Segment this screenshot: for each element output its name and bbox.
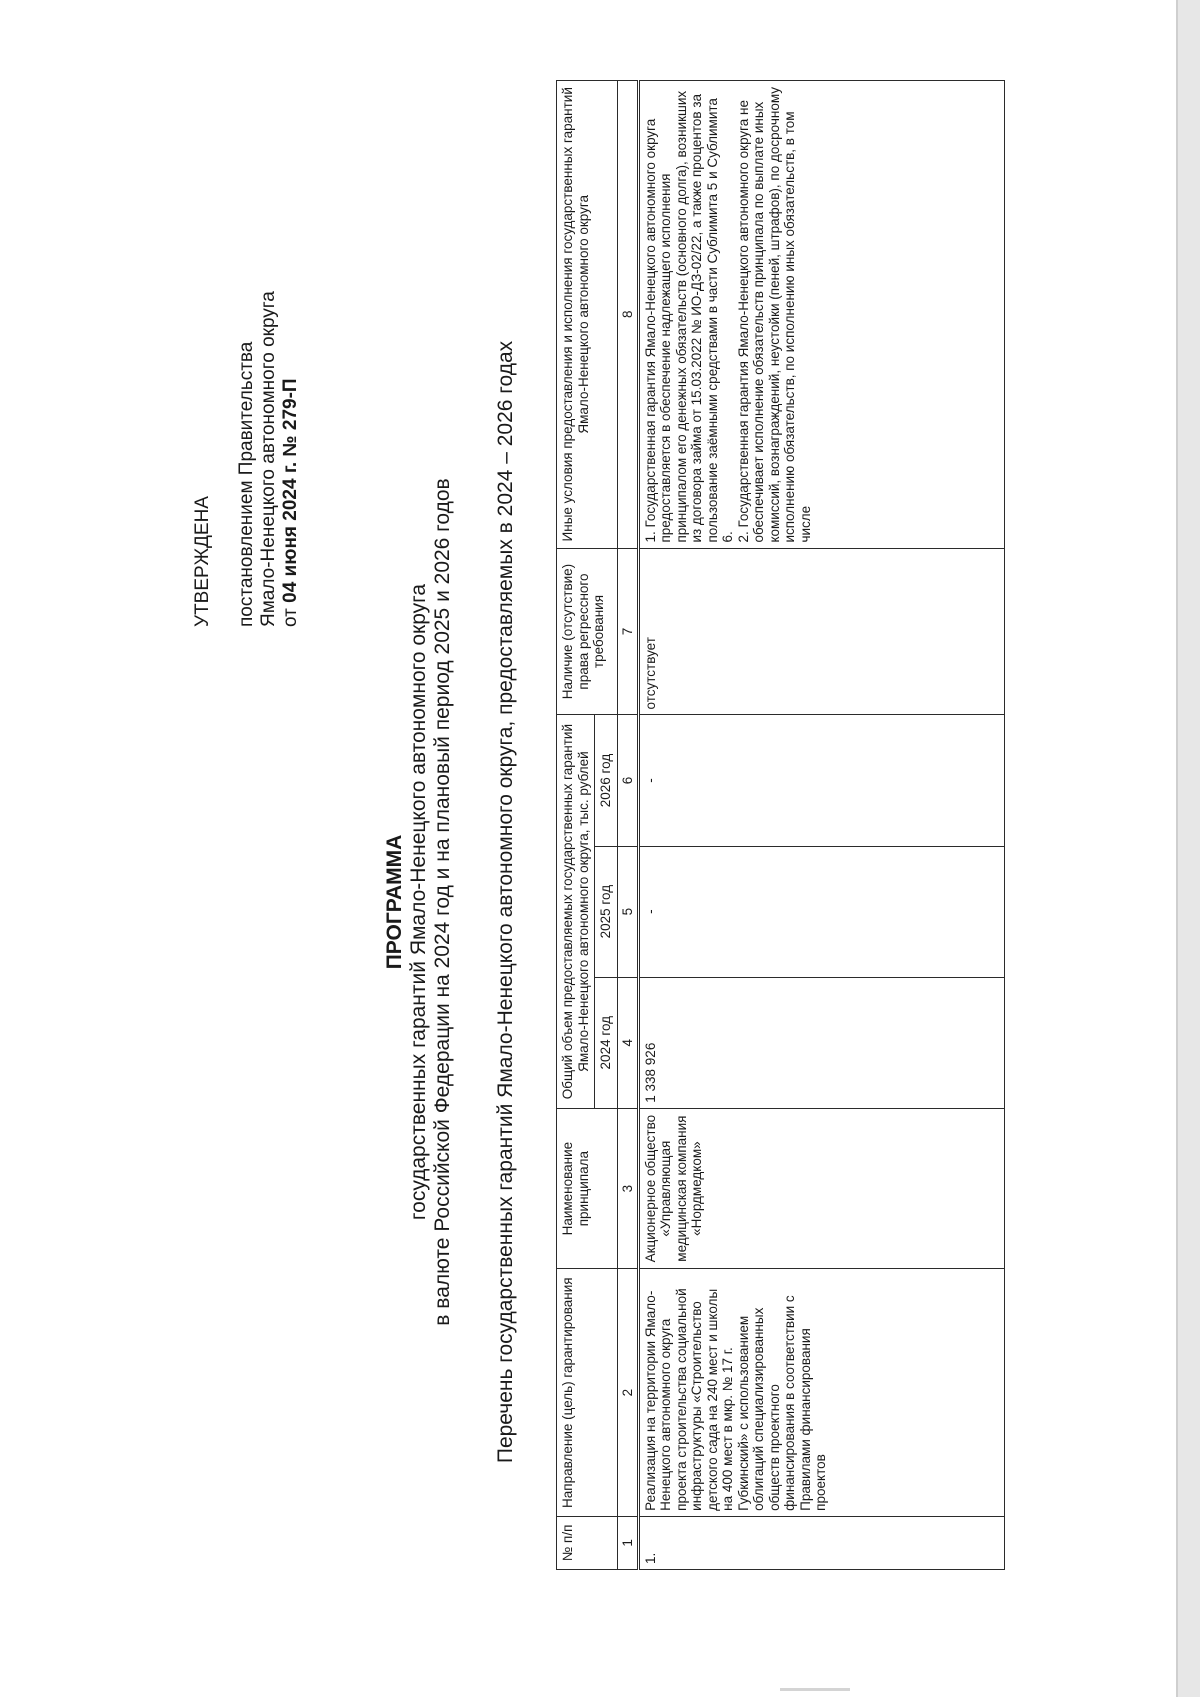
column-number: 3 xyxy=(617,1108,638,1269)
column-number: 4 xyxy=(617,977,638,1108)
approval-line1: постановлением Правительства xyxy=(236,341,257,627)
column-number-row xyxy=(617,81,638,1570)
header-principal: Наименование принципала xyxy=(557,1108,618,1269)
row-2025: - xyxy=(638,846,1004,977)
list-title: Перечень государственных гарантий Ямало-Ненецкого автономного округа, предоставляемых в 2024 – 2026 годах xyxy=(494,340,517,1464)
approval-date-line xyxy=(280,107,302,627)
column-number: 6 xyxy=(617,715,638,846)
row-conditions xyxy=(638,81,1004,549)
row-conditions-paragraph-2: 2. Государственная гарантия Ямало-Ненецкого автономного округа не обеспечивает исполнение обязательств принципала по выплате иных комиссий, вознаграждений, неустойки (пеней, штрафов), по досрочному исполнению обязательств, по исполнению иных обязательств, в том числе xyxy=(735,86,813,543)
approval-number: № 279-П xyxy=(280,378,301,457)
header-volume: Общий объем предоставляемых государственных гарантий Ямало-Ненецкого автономного округа, тыс. рублей xyxy=(557,715,595,1108)
row-conditions-paragraph-1: 1. Государственная гарантия Ямало-Ненецкого автономного округа предоставляется в обеспечение надлежащего исполнения принципалом его денежных обязательств (основного долга), возникших из договора займа от 15.03.2022 № ИО-ДЗ-02/22, а также процентов за пользование заёмными средствами в части Сублимита 5 и Сублимита 6. xyxy=(642,90,735,543)
header-direction: Направление (цель) гарантирования xyxy=(557,1269,618,1516)
header-regress: Наличие (отсутствие) права регрессного требования xyxy=(557,548,618,715)
program-title-block xyxy=(383,277,455,1527)
row-num: 1. xyxy=(638,1516,1004,1569)
column-number: 8 xyxy=(617,81,638,549)
row-2026: - xyxy=(638,715,1004,846)
row-direction: Реализация на территории Ямало-Ненецкого автономного округа проекта строительства социальной инфраструктуры «Строительство детского сада на 240 мест и школы на 400 мест в мкр. № 17 г. Губкинский» с использованием облигаций специализированных обществ проектного финансирования в соответствии с Правилами финансирования проектов xyxy=(638,1269,1004,1516)
column-number: 5 xyxy=(617,846,638,977)
header-num: № п/п xyxy=(557,1516,618,1569)
row-2024: 1 338 926 xyxy=(638,977,1004,1108)
approval-line2: Ямало-Ненецкого автономного округа xyxy=(258,291,279,627)
approval-date-prefix: от xyxy=(280,608,301,627)
row-regress: отсутствует xyxy=(638,548,1004,715)
guarantees-table xyxy=(556,80,1005,1570)
header-2024: 2024 год xyxy=(595,977,618,1108)
program-subtitle-1: государственных гарантий Ямало-Ненецкого автономного округа xyxy=(407,583,430,1221)
table-row xyxy=(638,81,1004,1570)
header-2026: 2026 год xyxy=(595,715,618,846)
header-conditions: Иные условия предоставления и исполнения государственных гарантий Ямало-Ненецкого автономного округа xyxy=(557,81,618,549)
program-title: ПРОГРАММА xyxy=(383,834,406,970)
header-2025: 2025 год xyxy=(595,846,618,977)
approval-date: 04 июня 2024 г. xyxy=(280,461,301,603)
column-number: 7 xyxy=(617,548,638,715)
column-number: 2 xyxy=(617,1269,638,1516)
approval-heading: УТВЕРЖДЕНА xyxy=(192,496,213,627)
table-header-row xyxy=(557,81,595,1570)
program-subtitle-2: в валюте Российской Федерации на 2024 год и на плановый период 2025 и 2026 годов xyxy=(431,478,454,1326)
column-number: 1 xyxy=(617,1516,638,1569)
row-principal: Акционерное общество «Управляющая медицинская компания «Нордмедком» xyxy=(638,1108,1004,1269)
approval-block xyxy=(192,107,302,627)
